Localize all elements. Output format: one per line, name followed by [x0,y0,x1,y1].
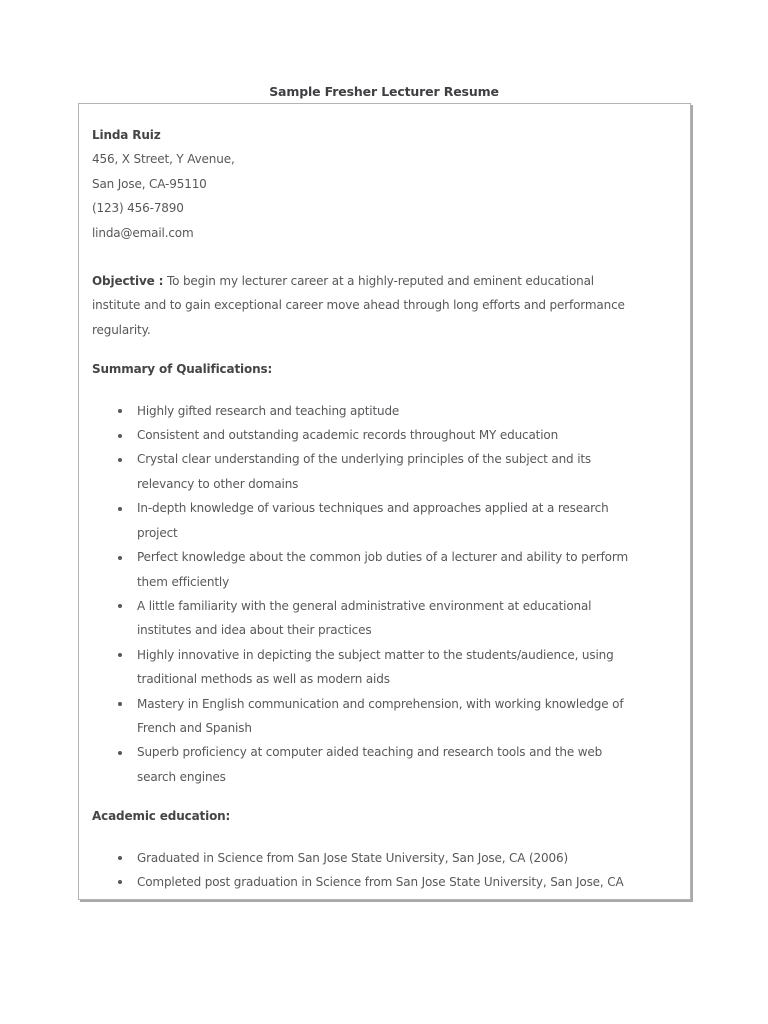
contact-block [92,123,682,245]
contact-name: Linda Ruiz [92,128,161,142]
education-list [92,846,682,895]
objective-paragraph [92,269,682,342]
list-item: In-depth knowledge of various techniques and approaches applied at a research project [92,496,682,545]
qualifications-heading: Summary of Qualifications: [92,362,273,377]
document-title: Sample Fresher Lecturer Resume [269,84,499,99]
contact-phone: (123) 456-7890 [92,201,184,216]
list-item: Highly gifted research and teaching aptitude [92,399,682,423]
contact-email: linda@email.com [92,225,194,240]
education-heading: Academic education: [92,809,231,824]
objective-text: To begin my lecturer career at a highly-reputed and eminent educational institute and to gain exceptional career move ahead through long efforts and performance regularity. [92,274,625,337]
list-item: Perfect knowledge about the common job duties of a lecturer and ability to perform them efficiently [92,545,682,594]
list-item: Crystal clear understanding of the underlying principles of the subject and its relevancy to other domains [92,447,682,496]
qualifications-list [92,399,682,790]
objective-label: Objective : [92,274,164,289]
list-item: Completed post graduation in Science from San Jose State University, San Jose, CA [92,870,682,894]
contact-address-line-2: San Jose, CA-95110 [92,176,207,191]
resume-box [78,103,691,900]
list-item: Graduated in Science from San Jose State University, San Jose, CA (2006) [92,846,682,870]
list-item: Highly innovative in depicting the subject matter to the students/audience, using traditional methods as well as modern aids [92,643,682,692]
list-item: Consistent and outstanding academic records throughout MY education [92,423,682,447]
list-item: A little familiarity with the general administrative environment at educational institutes and idea about their practices [92,594,682,643]
list-item: Mastery in English communication and comprehension, with working knowledge of French and Spanish [92,692,682,741]
list-item: Superb proficiency at computer aided teaching and research tools and the web search engines [92,740,682,789]
contact-address-line-1: 456, X Street, Y Avenue, [92,152,235,167]
